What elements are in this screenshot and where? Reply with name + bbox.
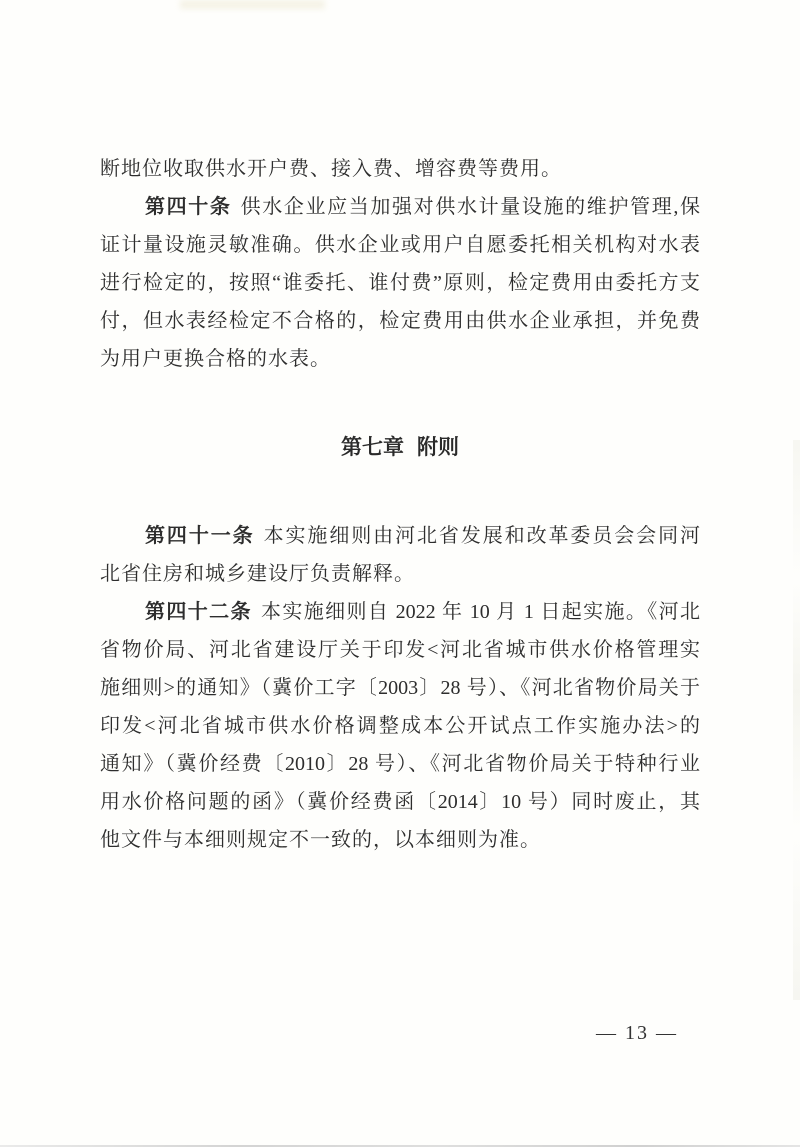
text-line	[100, 783, 700, 821]
line-text: 证计量设施灵敏准确。供水企业或用户自愿委托相关机构对水表	[100, 234, 700, 256]
text-line	[100, 302, 700, 340]
line-text: 通知》（冀价经费〔2010〕28 号）、《河北省物价局关于特种行业	[100, 753, 700, 775]
text-line	[100, 517, 700, 555]
line-text: 本实施细则由河北省发展和改革委员会会同河	[263, 525, 700, 547]
text-line	[100, 821, 700, 859]
scan-artifact-top	[180, 0, 325, 9]
line-text: 本实施细则自 2022 年 10 月 1 日起实施。《河北	[260, 601, 700, 623]
text-line	[100, 150, 700, 188]
line-text: 用水价格问题的函》（冀价经费函〔2014〕10 号）同时废止，其	[100, 791, 700, 813]
line-text: 进行检定的，按照“谁委托、谁付费”原则，检定费用由委托方支	[100, 272, 700, 294]
line-text: 北省住房和城乡建设厅负责解释。	[100, 563, 415, 585]
text-line	[100, 264, 700, 302]
text-line	[100, 188, 700, 226]
line-text: 施细则>的通知》（冀价工字〔2003〕28 号）、《河北省物价局关于	[100, 677, 700, 699]
text-line	[100, 707, 700, 745]
text-line	[100, 593, 700, 631]
text-line	[100, 555, 700, 593]
line-text: 印发<河北省城市供水价格调整成本公开试点工作实施办法>的	[100, 715, 700, 737]
line-text: 省物价局、河北省建设厅关于印发<河北省城市供水价格管理实	[100, 639, 700, 661]
article-number: 第四十二条	[145, 601, 252, 623]
page-number: — 13 —	[596, 1022, 678, 1044]
article-number: 第四十一条	[145, 525, 255, 547]
chapter-heading	[100, 428, 700, 466]
line-text: 付，但水表经检定不合格的，检定费用由供水企业承担，并免费	[100, 310, 700, 332]
scan-artifact-right	[793, 440, 800, 1000]
line-text: 供水企业应当加强对供水计量设施的维护管理,保	[240, 196, 700, 218]
document-body	[100, 150, 700, 859]
line-text: 他文件与本细则规定不一致的，以本细则为准。	[100, 829, 541, 851]
line-text: 为用户更换合格的水表。	[100, 348, 331, 370]
text-line	[100, 340, 700, 378]
chapter-title: 附则	[417, 435, 459, 459]
line-text: 断地位收取供水开户费、接入费、增容费等费用。	[100, 158, 562, 180]
text-line	[100, 745, 700, 783]
text-line	[100, 631, 700, 669]
chapter-number: 第七章	[341, 435, 404, 459]
article-number: 第四十条	[145, 196, 232, 218]
text-line	[100, 669, 700, 707]
text-line	[100, 226, 700, 264]
